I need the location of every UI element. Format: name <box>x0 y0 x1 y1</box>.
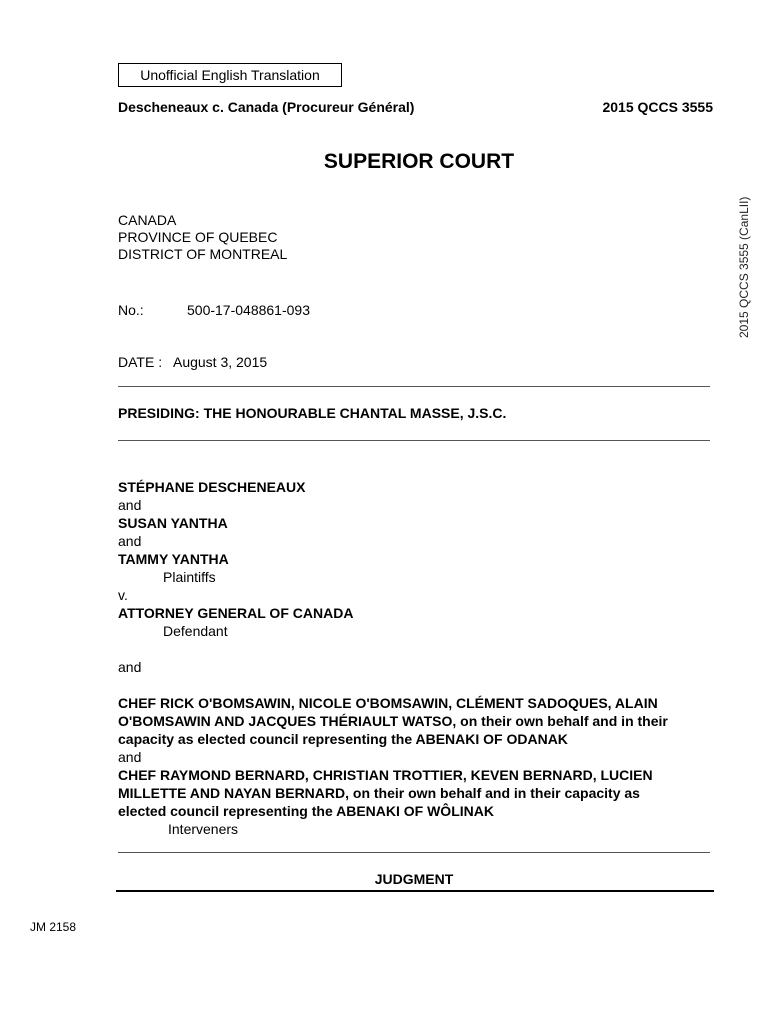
intervener-line: elected council representing the ABENAKI OF WÔLINAK <box>118 803 494 819</box>
location-province: PROVINCE OF QUEBEC <box>118 229 278 245</box>
versus: v. <box>118 587 128 603</box>
plaintiff-name: TAMMY YANTHA <box>118 551 229 567</box>
intervener-line: CHEF RICK O'BOMSAWIN, NICOLE O'BOMSAWIN, CLÉMENT SADOQUES, ALAIN <box>118 695 658 711</box>
judgment-heading: JUDGMENT <box>374 871 454 887</box>
divider-judgment <box>116 890 714 892</box>
divider-top <box>118 386 710 387</box>
translation-note: Unofficial English Translation <box>118 63 342 87</box>
divider-parties <box>118 852 710 853</box>
interveners-role: Interveners <box>168 821 239 837</box>
style-of-cause: Descheneaux c. Canada (Procureur Général) <box>118 99 415 115</box>
conjunction: and <box>118 533 142 549</box>
parties-block <box>118 478 718 838</box>
plaintiff-name: SUSAN YANTHA <box>118 515 228 531</box>
conjunction: and <box>118 497 142 513</box>
conjunction: and <box>118 659 142 675</box>
location-country: CANADA <box>118 212 177 228</box>
file-number-value: 500-17-048861-093 <box>187 302 310 318</box>
side-citation: 2015 QCCS 3555 (CanLII) <box>737 196 751 338</box>
intervener-line: CHEF RAYMOND BERNARD, CHRISTIAN TROTTIER, KEVEN BERNARD, LUCIEN <box>118 767 653 783</box>
plaintiff-name: STÉPHANE DESCHENEAUX <box>118 479 306 495</box>
defendant-role: Defendant <box>163 623 228 639</box>
plaintiffs-role: Plaintiffs <box>163 569 216 585</box>
date-label: DATE : <box>118 354 163 370</box>
divider-presiding <box>118 440 710 441</box>
location-district: DISTRICT OF MONTREAL <box>118 246 288 262</box>
presiding-judge: PRESIDING: THE HONOURABLE CHANTAL MASSE, J.S.C. <box>118 405 507 421</box>
location-block <box>118 212 287 263</box>
date-value: August 3, 2015 <box>172 354 268 370</box>
intervener-line: O'BOMSAWIN AND JACQUES THÉRIAULT WATSO, on their own behalf and in their <box>118 713 668 729</box>
footer-code: JM 2158 <box>30 920 77 934</box>
intervener-line: MILLETTE AND NAYAN BERNARD, on their own behalf and in their capacity as <box>118 785 640 801</box>
court-title: SUPERIOR COURT <box>323 150 515 173</box>
intervener-line: capacity as elected council representing the ABENAKI OF ODANAK <box>118 731 568 747</box>
date-row <box>118 354 267 371</box>
defendant-name: ATTORNEY GENERAL OF CANADA <box>118 605 354 621</box>
neutral-citation: 2015 QCCS 3555 <box>602 99 713 115</box>
file-number-label: No.: <box>118 302 144 318</box>
conjunction: and <box>118 749 142 765</box>
